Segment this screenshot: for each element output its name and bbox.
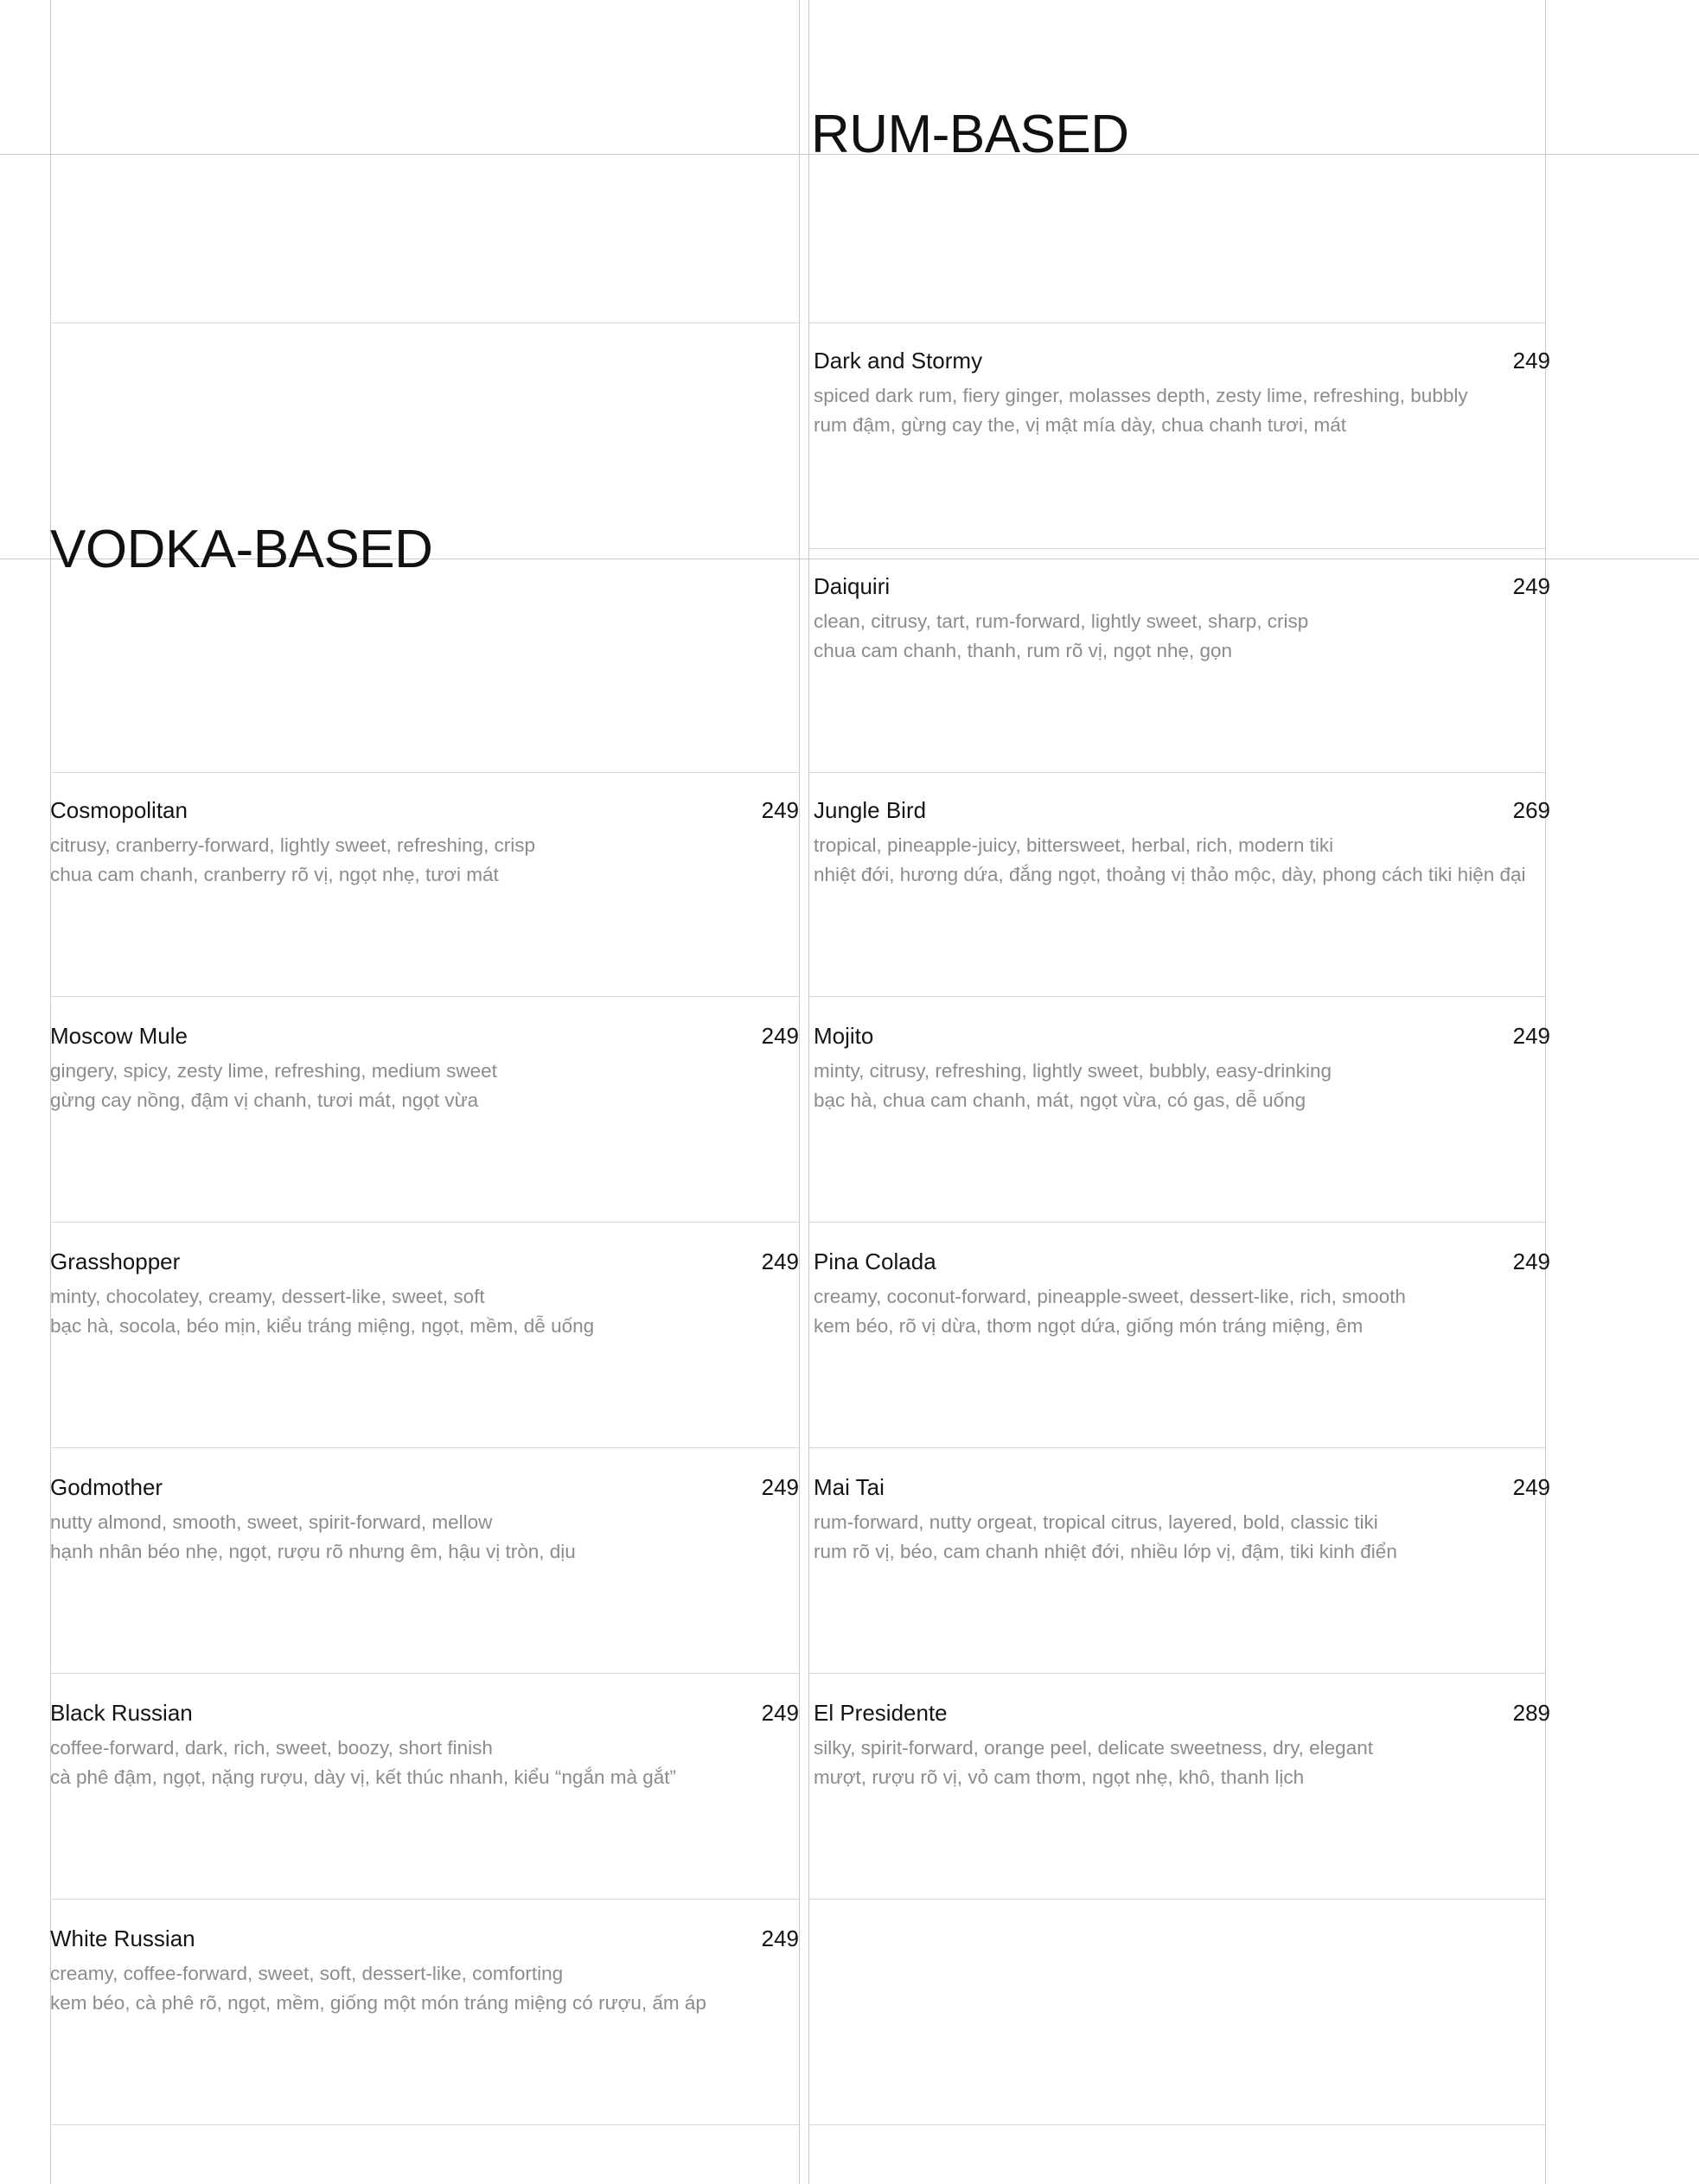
menu-item-description-vi: bạc hà, socola, béo mịn, kiểu tráng miệng, ngọt, mềm, dễ uống [50, 1315, 595, 1338]
rule-right-7 [808, 1673, 1545, 1674]
menu-item-name: Dark and Stormy [814, 348, 983, 374]
rule-left-7 [50, 1899, 799, 1900]
menu-item-name: White Russian [50, 1925, 195, 1951]
menu-item-description-vi: nhiệt đới, hương dứa, đắng ngọt, thoảng vị thảo mộc, dày, phong cách tiki hiện đại [814, 864, 1526, 886]
menu-item-description-vi: rum đậm, gừng cay the, vị mật mía dày, chua chanh tươi, mát [814, 414, 1346, 437]
menu-item-price: 269 [1512, 797, 1550, 823]
menu-item-description-vi: bạc hà, chua cam chanh, mát, ngọt vừa, có gas, dễ uống [814, 1089, 1306, 1112]
section-title-vodka: VODKA-BASED [50, 519, 433, 579]
menu-item-description-en: spiced dark rum, fiery ginger, molasses depth, zesty lime, refreshing, bubbly [814, 385, 1468, 407]
menu-item-description-en: minty, chocolatey, creamy, dessert-like, sweet, soft [50, 1286, 485, 1308]
menu-item-description-en: rum-forward, nutty orgeat, tropical citrus, layered, bold, classic tiki [814, 1511, 1378, 1534]
menu-item-header [50, 1925, 799, 1952]
menu-item-description-vi: cà phê đậm, ngọt, nặng rượu, dày vị, kết thúc nhanh, kiểu “ngắn mà gắt” [50, 1766, 676, 1789]
menu-item[interactable] [50, 797, 799, 889]
menu-item-name: Mai Tai [814, 1474, 885, 1500]
menu-item-price: 249 [761, 1023, 799, 1049]
menu-item-price: 249 [761, 1925, 799, 1951]
menu-item-description-en: clean, citrusy, tart, rum-forward, lightly sweet, sharp, crisp [814, 610, 1309, 633]
menu-item-description-vi: chua cam chanh, thanh, rum rõ vị, ngọt nhẹ, gọn [814, 640, 1233, 662]
rule-left-6 [50, 1673, 799, 1674]
menu-item-description-vi: rum rõ vị, béo, cam chanh nhiệt đới, nhiều lớp vị, đậm, tiki kinh điển [814, 1541, 1397, 1563]
menu-item-name: Black Russian [50, 1700, 193, 1726]
menu-item-name: Cosmopolitan [50, 797, 188, 823]
section-title-rum: RUM-BASED [811, 104, 1129, 164]
menu-item-description-en: minty, citrusy, refreshing, lightly sweet, bubbly, easy-drinking [814, 1060, 1332, 1082]
menu-item-description-vi: mượt, rượu rõ vị, vỏ cam thơm, ngọt nhẹ, khô, thanh lịch [814, 1766, 1305, 1789]
menu-item-price: 249 [1512, 1023, 1550, 1049]
menu-item-header [50, 797, 799, 824]
menu-item-price: 249 [1512, 573, 1550, 599]
menu-item-description-vi: kem béo, rõ vị dừa, thơm ngọt dứa, giống món tráng miệng, êm [814, 1315, 1364, 1338]
menu-item-name: Mojito [814, 1023, 874, 1049]
rule-right-9 [808, 2124, 1545, 2125]
menu-item-header [814, 1474, 1550, 1501]
menu-item-header [814, 573, 1550, 600]
menu-item[interactable] [50, 1474, 799, 1566]
menu-item[interactable] [50, 1248, 799, 1340]
menu-item[interactable] [814, 797, 1550, 889]
menu-item[interactable] [814, 1248, 1550, 1340]
rule-left-1 [50, 322, 799, 323]
menu-item-description-en: tropical, pineapple-juicy, bittersweet, herbal, rich, modern tiki [814, 834, 1334, 857]
rule-right-3 [808, 772, 1545, 773]
menu-item-description-vi: hạnh nhân béo nhẹ, ngọt, rượu rõ nhưng êm, hậu vị tròn, dịu [50, 1541, 576, 1563]
menu-item-description-en: creamy, coconut-forward, pineapple-sweet, dessert-like, rich, smooth [814, 1286, 1406, 1308]
menu-item-name: Jungle Bird [814, 797, 927, 823]
column-rule-right-outer [808, 0, 809, 2184]
rule-right-6 [808, 1447, 1545, 1448]
menu-item-price: 249 [1512, 1474, 1550, 1500]
menu-item-price: 249 [1512, 1248, 1550, 1274]
rule-left-5 [50, 1447, 799, 1448]
menu-item-price: 249 [761, 1700, 799, 1726]
menu-item-header [814, 1023, 1550, 1050]
column-rule-left-inner [799, 0, 800, 2184]
menu-item[interactable] [814, 1474, 1550, 1566]
rule-right-5 [808, 1222, 1545, 1223]
menu-item-price: 249 [761, 797, 799, 823]
menu-item-description-vi: kem béo, cà phê rõ, ngọt, mềm, giống một món tráng miệng có rượu, ấm áp [50, 1992, 706, 2015]
menu-item-description-en: nutty almond, smooth, sweet, spirit-forward, mellow [50, 1511, 493, 1534]
rule-right-1 [808, 322, 1545, 323]
menu-item-description-en: coffee-forward, dark, rich, sweet, boozy, short finish [50, 1737, 493, 1759]
menu-item-description-vi: gừng cay nồng, đậm vị chanh, tươi mát, ngọt vừa [50, 1089, 479, 1112]
menu-item[interactable] [814, 1023, 1550, 1114]
menu-item-description-en: creamy, coffee-forward, sweet, soft, dessert-like, comforting [50, 1963, 564, 1985]
menu-item[interactable] [814, 1700, 1550, 1791]
menu-item[interactable] [814, 573, 1550, 665]
menu-item-name: Godmother [50, 1474, 163, 1500]
menu-item[interactable] [50, 1700, 799, 1791]
menu-item-header [814, 1248, 1550, 1275]
rule-left-8 [50, 2124, 799, 2125]
menu-item-price: 249 [761, 1474, 799, 1500]
menu-item-price: 249 [761, 1248, 799, 1274]
rule-left-2 [50, 772, 799, 773]
rule-left-3 [50, 996, 799, 997]
rule-right-2 [808, 548, 1545, 549]
menu-item-name: El Presidente [814, 1700, 948, 1726]
menu-item[interactable] [50, 1925, 799, 2017]
menu-item-price: 249 [1512, 348, 1550, 374]
menu-item[interactable] [814, 348, 1550, 439]
menu-item-description-en: gingery, spicy, zesty lime, refreshing, medium sweet [50, 1060, 497, 1082]
menu-item-name: Moscow Mule [50, 1023, 188, 1049]
rule-left-4 [50, 1222, 799, 1223]
menu-item-description-en: citrusy, cranberry-forward, lightly sweet, refreshing, crisp [50, 834, 536, 857]
menu-item-header [50, 1700, 799, 1727]
menu-item-name: Grasshopper [50, 1248, 181, 1274]
menu-item[interactable] [50, 1023, 799, 1114]
menu-item-header [50, 1023, 799, 1050]
menu-item-header [814, 1700, 1550, 1727]
menu-item-price: 289 [1512, 1700, 1550, 1726]
menu-item-name: Pina Colada [814, 1248, 936, 1274]
menu-item-header [50, 1474, 799, 1501]
menu-item-name: Daiquiri [814, 573, 891, 599]
menu-item-description-vi: chua cam chanh, cranberry rõ vị, ngọt nhẹ, tươi mát [50, 864, 499, 886]
menu-item-header [814, 797, 1550, 824]
menu-item-description-en: silky, spirit-forward, orange peel, delicate sweetness, dry, elegant [814, 1737, 1373, 1759]
rule-right-4 [808, 996, 1545, 997]
menu-item-header [50, 1248, 799, 1275]
rule-right-8 [808, 1899, 1545, 1900]
menu-item-header [814, 348, 1550, 374]
